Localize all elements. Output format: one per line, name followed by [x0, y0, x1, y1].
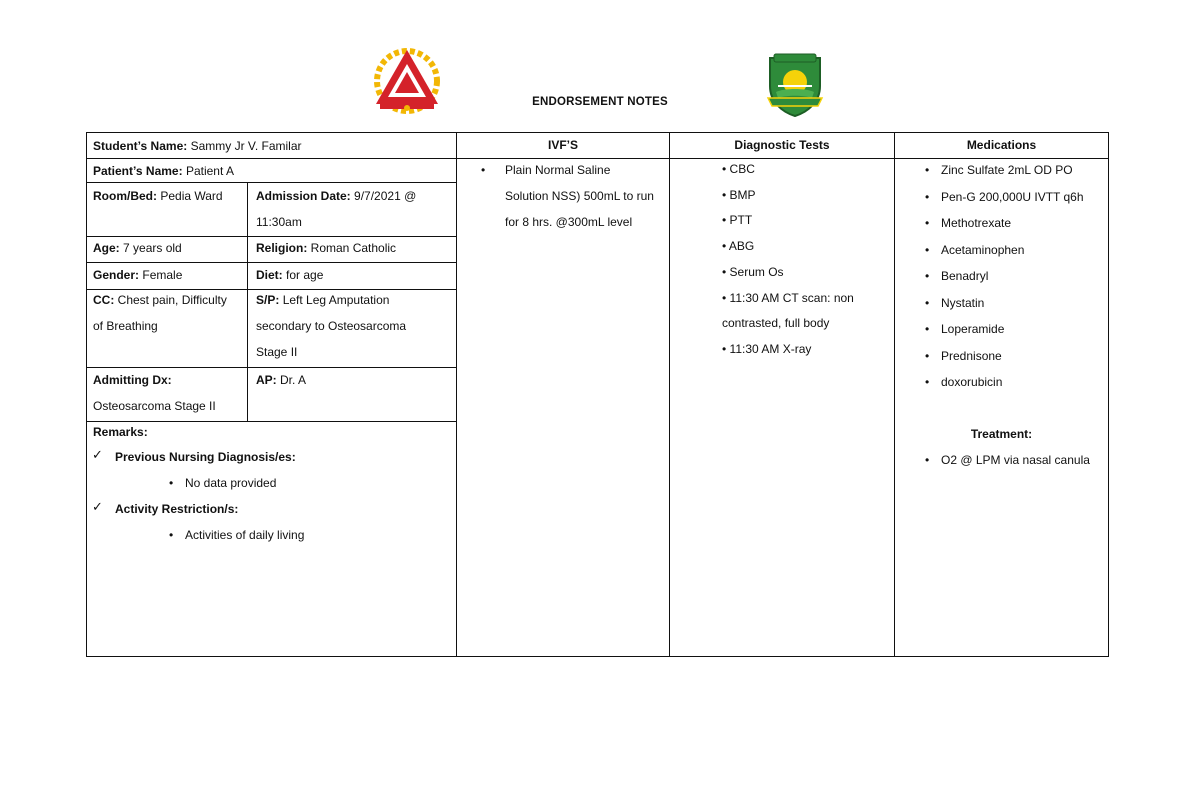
treatment-list [941, 447, 1090, 474]
medications-body-cell [894, 158, 1109, 657]
activity-restriction-list [185, 522, 304, 549]
list-item: • PTT [722, 213, 753, 228]
list-item: • doxorubicin [941, 369, 1084, 396]
cc-value-line1: Chest pain, Difficulty [117, 293, 227, 307]
list-item: • Serum Os [722, 264, 784, 279]
diet-cell [247, 262, 457, 290]
patient-name-value: Patient A [185, 164, 234, 178]
document-title: ENDORSEMENT NOTES [532, 96, 668, 108]
student-name-row [86, 132, 457, 159]
ivf-body-cell [456, 158, 670, 657]
room-bed-value: Pedia Ward [160, 189, 223, 203]
cc-value-line2: of Breathing [93, 319, 158, 333]
patient-name-row [86, 158, 457, 183]
checkmark-icon: ✓ [92, 447, 103, 462]
gender-value: Female [142, 268, 183, 282]
ivf-bullet-icon: • [481, 163, 486, 177]
chief-complaint-cell [86, 289, 248, 368]
attending-physician-cell [247, 367, 457, 422]
medications-header: Medications [966, 138, 1037, 152]
checkmark-icon: ✓ [92, 499, 103, 514]
sp-value-line2: secondary to Osteosarcoma [256, 319, 407, 333]
age-value: 7 years old [123, 241, 182, 255]
remarks-label: Remarks: [93, 425, 148, 439]
list-item: • Methotrexate [941, 210, 1084, 237]
admitting-dx-label: Admitting Dx: [93, 373, 172, 387]
remarks-cell [86, 421, 457, 657]
list-item: • O2 @ LPM via nasal canula [941, 447, 1090, 474]
list-item: • ABG [722, 239, 755, 254]
diagnostics-header: Diagnostic Tests [734, 138, 830, 152]
list-item: • BMP [722, 187, 756, 202]
religion-cell [247, 236, 457, 263]
list-item: • Activities of daily living [185, 522, 304, 549]
list-item-continuation: contrasted, full body [722, 316, 830, 331]
diagnostics-header-cell [669, 132, 895, 159]
patient-name-label: Patient’s Name: [93, 164, 183, 178]
gender-cell [86, 262, 248, 290]
treatment-label: Treatment: [970, 427, 1033, 441]
diet-label: Diet: [256, 268, 283, 282]
ap-value: Dr. A [280, 373, 307, 387]
list-item: • No data provided [185, 470, 276, 497]
ivf-header: IVF’S [547, 138, 578, 152]
list-item: • Zinc Sulfate 2mL OD PO [941, 157, 1084, 184]
sp-value-line1: Left Leg Amputation [282, 293, 390, 307]
list-item: • CBC [722, 162, 755, 176]
ivf-header-cell [456, 132, 670, 159]
ivf-line1: Plain Normal Saline [505, 163, 611, 177]
college-shield-logo [764, 52, 826, 118]
admitting-dx-value: Osteosarcoma Stage II [93, 399, 216, 413]
nursing-dx-list [185, 470, 276, 497]
list-item: • Acetaminophen [941, 237, 1084, 264]
list-item: • Loperamide [941, 316, 1084, 343]
list-item: • Nystatin [941, 290, 1084, 317]
ivf-line3: for 8 hrs. @300mL level [505, 215, 633, 229]
diagnostics-body-cell [669, 158, 895, 657]
sp-value-line3: Stage II [256, 345, 298, 359]
room-bed-label: Room/Bed: [93, 189, 157, 203]
age-cell [86, 236, 248, 263]
list-item: • 11:30 AM CT scan: non [722, 290, 854, 305]
medications-list [941, 157, 1084, 396]
student-name-label: Student’s Name: [93, 139, 188, 153]
admitting-dx-cell [86, 367, 248, 422]
sp-label: S/P: [256, 293, 280, 307]
activity-restriction-label: Activity Restriction/s: [115, 502, 239, 516]
admission-time-value: 11:30am [256, 215, 302, 229]
admission-date-value: 9/7/2021 @ [354, 189, 417, 203]
medications-header-cell [894, 132, 1109, 159]
list-item: • 11:30 AM X-ray [722, 341, 812, 356]
surgical-procedure-cell [247, 289, 457, 368]
diet-value: for age [286, 268, 324, 282]
ap-label: AP: [256, 373, 277, 387]
list-item: • Benadryl [941, 263, 1084, 290]
nursing-dx-label: Previous Nursing Diagnosis/es: [115, 450, 296, 464]
list-item: • Pen-G 200,000U IVTT q6h [941, 184, 1084, 211]
gender-label: Gender: [93, 268, 140, 282]
room-bed-cell [86, 182, 248, 237]
religion-value: Roman Catholic [310, 241, 397, 255]
student-name-value: Sammy Jr V. Familar [190, 139, 302, 153]
cc-label: CC: [93, 293, 115, 307]
religion-label: Religion: [256, 241, 308, 255]
list-item: • Prednisone [941, 343, 1084, 370]
age-label: Age: [93, 241, 120, 255]
admission-date-label: Admission Date: [256, 189, 351, 203]
admission-date-cell [247, 182, 457, 237]
ivf-line2: Solution NSS) 500mL to run [505, 189, 654, 203]
